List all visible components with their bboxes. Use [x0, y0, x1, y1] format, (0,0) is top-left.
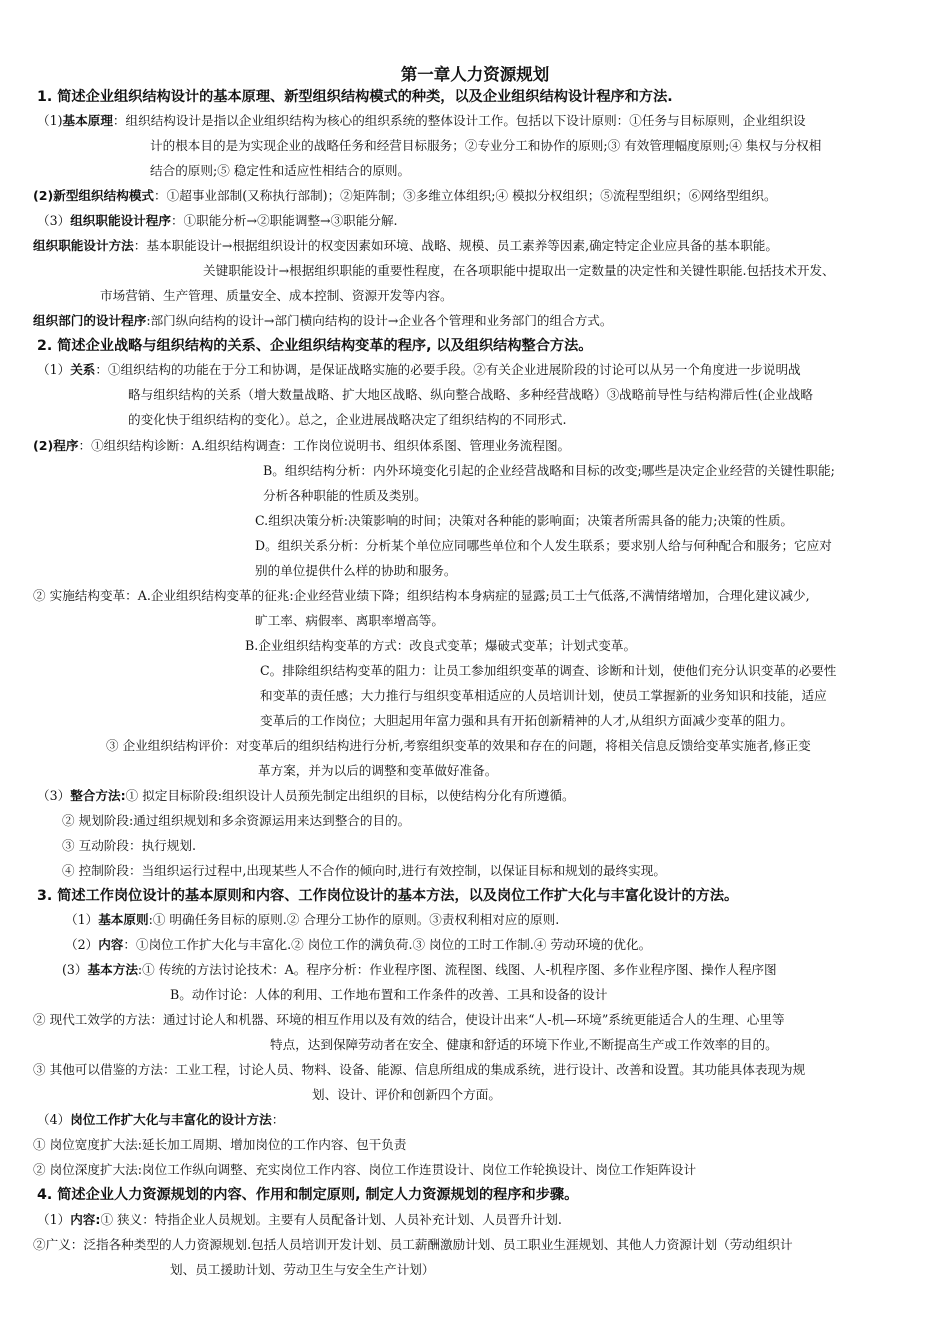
q3-s3-prefix: (3）: [62, 962, 88, 977]
q2-r2-label: (2)程序: [33, 438, 79, 453]
q2-r3-line3: ③ 互动阶段：执行规划.: [62, 838, 196, 853]
q1-p3-text: ：①职能分析→②职能调整→③职能分解.: [170, 213, 398, 228]
q3-s3-line1: :① 传统的方法讨论技术：A。程序分析：作业程序图、流程图、线图、人-机程序图、多作业程序图、操作人程序图: [137, 962, 777, 977]
q1-p2-label: (2)新型组织结构模式: [33, 188, 155, 203]
q1-p1-line3: 结合的原则;⑤ 稳定性和适应性相结合的原则。: [150, 163, 411, 178]
q2-r1-label: 关系: [70, 362, 96, 377]
q4-t1-text: ① 狭义：特指企业人员规划。主要有人员配备计划、人员补充计划、人员晋升计划.: [100, 1212, 562, 1227]
q1-p1-line1: ：组织结构设计是指以企业组织结构为核心的组织系统的整体设计工作。包括以下设计原则：①任务与目标原则，企业组织设: [112, 113, 806, 128]
q1-p1-label: 基本原理: [62, 113, 113, 128]
q1-p4-line3: 市场营销、生产管理、质量安全、成本控制、资源开发等内容。: [100, 288, 453, 303]
q2-procedure: [33, 436, 570, 456]
q2-r1-line3: 的变化快于组织结构的变化）。总之，企业进展战略决定了组织结构的不同形式.: [128, 412, 567, 427]
q4-content: [37, 1210, 562, 1230]
q3-basic-principles: [65, 910, 559, 930]
q1-p4-label: 组织职能设计方法: [33, 238, 134, 253]
question-1-heading: 1. 简述企业组织结构设计的基本原理、新型组织结构模式的种类，以及企业组织结构设计程序和方法.: [37, 89, 673, 105]
question-4-heading: 4. 简述企业人力资源规划的内容、作用和制定原则, 制定人力资源规划的程序和步骤。: [37, 1187, 579, 1203]
q2-r2-line9: B.企业组织结构变革的方式：改良式变革；爆破式变革；计划式变革。: [245, 638, 637, 653]
q3-s4-label: 岗位工作扩大化与丰富化的设计方法: [70, 1112, 272, 1127]
q2-r2-line3: 分析各种职能的性质及类别。: [263, 488, 427, 503]
question-2-heading: 2. 简述企业战略与组织结构的关系、企业组织结构变革的程序, 以及组织结构整合方法。: [37, 338, 593, 354]
q2-r2-line2: B。组织结构分析：内外环境变化引起的企业经营战略和目标的改变;哪些是决定企业经营的关键性职能;: [263, 463, 835, 478]
q1-department-design-procedure: [33, 311, 612, 331]
q2-relationship: [37, 360, 801, 380]
q2-r3-label: 整合方法:: [70, 788, 126, 803]
question-3-heading: 3. 简述工作岗位设计的基本原则和内容、工作岗位设计的基本方法，以及岗位工作扩大化与丰富化设计的方法。: [37, 888, 739, 904]
q2-r1-line2: 略与组织结构的关系（增大数量战略、扩大地区战略、纵向整合战略、多种经营战略）③战略前导性与结构滞后性(企业战略: [128, 387, 813, 402]
q2-r2-line12: 变革后的工作岗位；大胆起用年富力强和具有开拓创新精神的人才,从组织方面减少变革的阻力。: [260, 713, 793, 728]
q3-s4-line1: ① 岗位宽度扩大法:延长加工周期、增加岗位的工作内容、包干负责: [33, 1137, 407, 1152]
q3-s2-prefix: （2）: [65, 937, 99, 952]
q1-basic-principle: [37, 111, 806, 131]
q3-s4-prefix: （4）: [37, 1112, 71, 1127]
q1-function-design-procedure: [37, 211, 398, 231]
q2-r2-line13: ③ 企业组织结构评价：对变革后的组织结构进行分析,考察组织变革的效果和存在的问题，将相关信息反馈给变革实施者,修正变: [106, 738, 811, 753]
q1-p5-label: 组织部门的设计程序: [33, 313, 147, 328]
q2-r2-line10: C。排除组织结构变革的阻力：让员工参加组织变革的调查、诊断和计划，使他们充分认识变革的必要性: [260, 663, 837, 678]
q1-p1-prefix: （1): [37, 113, 63, 128]
q1-p3-prefix: （3）: [37, 213, 71, 228]
q2-r2-line5: D。组织关系分析：分析某个单位应同哪些单位和个人发生联系；要求别人给与何种配合和服务；它应对: [255, 538, 832, 553]
q4-t1-label: 内容:: [70, 1212, 101, 1227]
q2-r3-prefix: （3）: [37, 788, 71, 803]
q2-r2-line1: ：①组织结构诊断：A.组织结构调查：工作岗位说明书、组织体系图、管理业务流程图。: [78, 438, 571, 453]
q2-r2-line4: C.组织决策分析:决策影响的时间；决策对各种能的影响面；决策者所需具备的能力;决策的性质。: [255, 513, 794, 528]
q2-r1-prefix: （1）: [37, 362, 71, 377]
q2-r2-line6: 别的单位提供什么样的协助和服务。: [255, 563, 457, 578]
q1-new-structure-models: [33, 186, 777, 206]
q2-r2-line11: 和变革的责任感；大力推行与组织变革相适应的人员培训计划，使员工掌握新的业务知识和技能，适应: [260, 688, 827, 703]
q2-r3-line2: ② 规划阶段:通过组织规划和多余资源运用来达到整合的目的。: [62, 813, 411, 828]
q3-job-enlargement-methods: [37, 1110, 284, 1130]
q3-s1-prefix: （1）: [65, 912, 99, 927]
q3-s1-text: :① 明确任务目标的原则.② 合理分工协作的原则。③责权利相对应的原则.: [148, 912, 560, 927]
q3-s3-label: 基本方法: [87, 962, 138, 977]
q1-p1-line2: 计的根本目的是为实现企业的战略任务和经营目标服务；②专业分工和协作的原则;③ 有效管理幅度原则;④ 集权与分权相: [150, 138, 822, 153]
q3-s4-line2: ② 岗位深度扩大法:岗位工作纵向调整、充实岗位工作内容、岗位工作连贯设计、岗位工作轮换设计、岗位工作矩阵设计: [33, 1162, 697, 1177]
q2-r2-line8: 旷工率、病假率、离职率增高等。: [255, 613, 444, 628]
q4-t2-line1: ②广义：泛指各种类型的人力资源规划.包括人员培训开发计划、员工薪酬激励计划、员工职业生涯规划、其他人力资源计划（劳动组织计: [33, 1237, 793, 1252]
q3-s4-colon: ：: [271, 1112, 285, 1127]
q2-r1-line1: ：①组织结构的功能在于分工和协调，是保证战略实施的必要手段。②有关企业进展阶段的讨论可以从另一个角度进一步说明战: [95, 362, 801, 377]
q3-s2-label: 内容: [98, 937, 124, 952]
q1-p3-label: 组织职能设计程序: [70, 213, 171, 228]
q3-s3-line4: 特点，达到保障劳动者在安全、健康和舒适的环境下作业,不断提高生产或工作效率的目的。: [270, 1037, 778, 1052]
q2-r3-line4: ④ 控制阶段：当组织运行过程中,出现某些人不合作的倾向时,进行有效控制，以保证目标和规划的最终实现。: [62, 863, 666, 878]
q1-function-design-method: [33, 236, 778, 256]
q4-t1-prefix: （1）: [37, 1212, 71, 1227]
q1-p5-text: :部门纵向结构的设计→部门横向结构的设计→企业各个管理和业务部门的组合方式。: [146, 313, 613, 328]
q1-p4-line1: ：基本职能设计→根据组织设计的权变因素如环境、战略、规模、员工素养等因素,确定特定企业应具备的基本职能。: [133, 238, 778, 253]
q4-t2-line2: 划、员工援助计划、劳动卫生与安全生产计划）: [170, 1262, 435, 1277]
q2-integration-methods: [37, 786, 575, 806]
q2-r3-line1: ① 拟定目标阶段:组织设计人员预先制定出组织的目标，以使结构分化有所遵循。: [125, 788, 575, 803]
q3-s1-label: 基本原则: [98, 912, 149, 927]
q3-s3-line6: 划、设计、评价和创新四个方面。: [312, 1087, 501, 1102]
q1-p4-line2: 关键职能设计→根据组织职能的重要性程度，在各项职能中提取出一定数量的决定性和关键性职能.包括技术开发、: [203, 263, 835, 278]
q1-p2-text: ：①超事业部制(又称执行部制)；②矩阵制；③多维立体组织;④ 模拟分权组织；⑤流程型组织；⑥网络型组织。: [154, 188, 777, 203]
q3-basic-methods: [62, 960, 777, 980]
page-title: 第一章人力资源规划: [400, 65, 550, 84]
q3-content: [65, 935, 651, 955]
q2-r2-line7: ② 实施结构变革：A.企业组织结构变革的征兆:企业经营业绩下降；组织结构本身病症的显露;员工士气低落,不满情绪增加，合理化建议减少,: [33, 588, 810, 603]
q3-s3-line5: ③ 其他可以借鉴的方法：工业工程，讨论人员、物料、设备、能源、信息所组成的集成系统，进行设计、改善和设置。其功能具体表现为规: [33, 1062, 806, 1077]
q2-r2-line14: 革方案，并为以后的调整和变革做好准备。: [258, 763, 498, 778]
q3-s2-text: ：①岗位工作扩大化与丰富化.② 岗位工作的满负荷.③ 岗位的工时工作制.④ 劳动环境的优化。: [123, 937, 652, 952]
q3-s3-line2: B。动作讨论：人体的利用、工作地布置和工作条件的改善、工具和设备的设计: [170, 987, 608, 1002]
q3-s3-line3: ② 现代工效学的方法：通过讨论人和机器、环境的相互作用以及有效的结合，使设计出来“人-机—环境”系统更能适合人的生理、心里等: [33, 1012, 785, 1027]
